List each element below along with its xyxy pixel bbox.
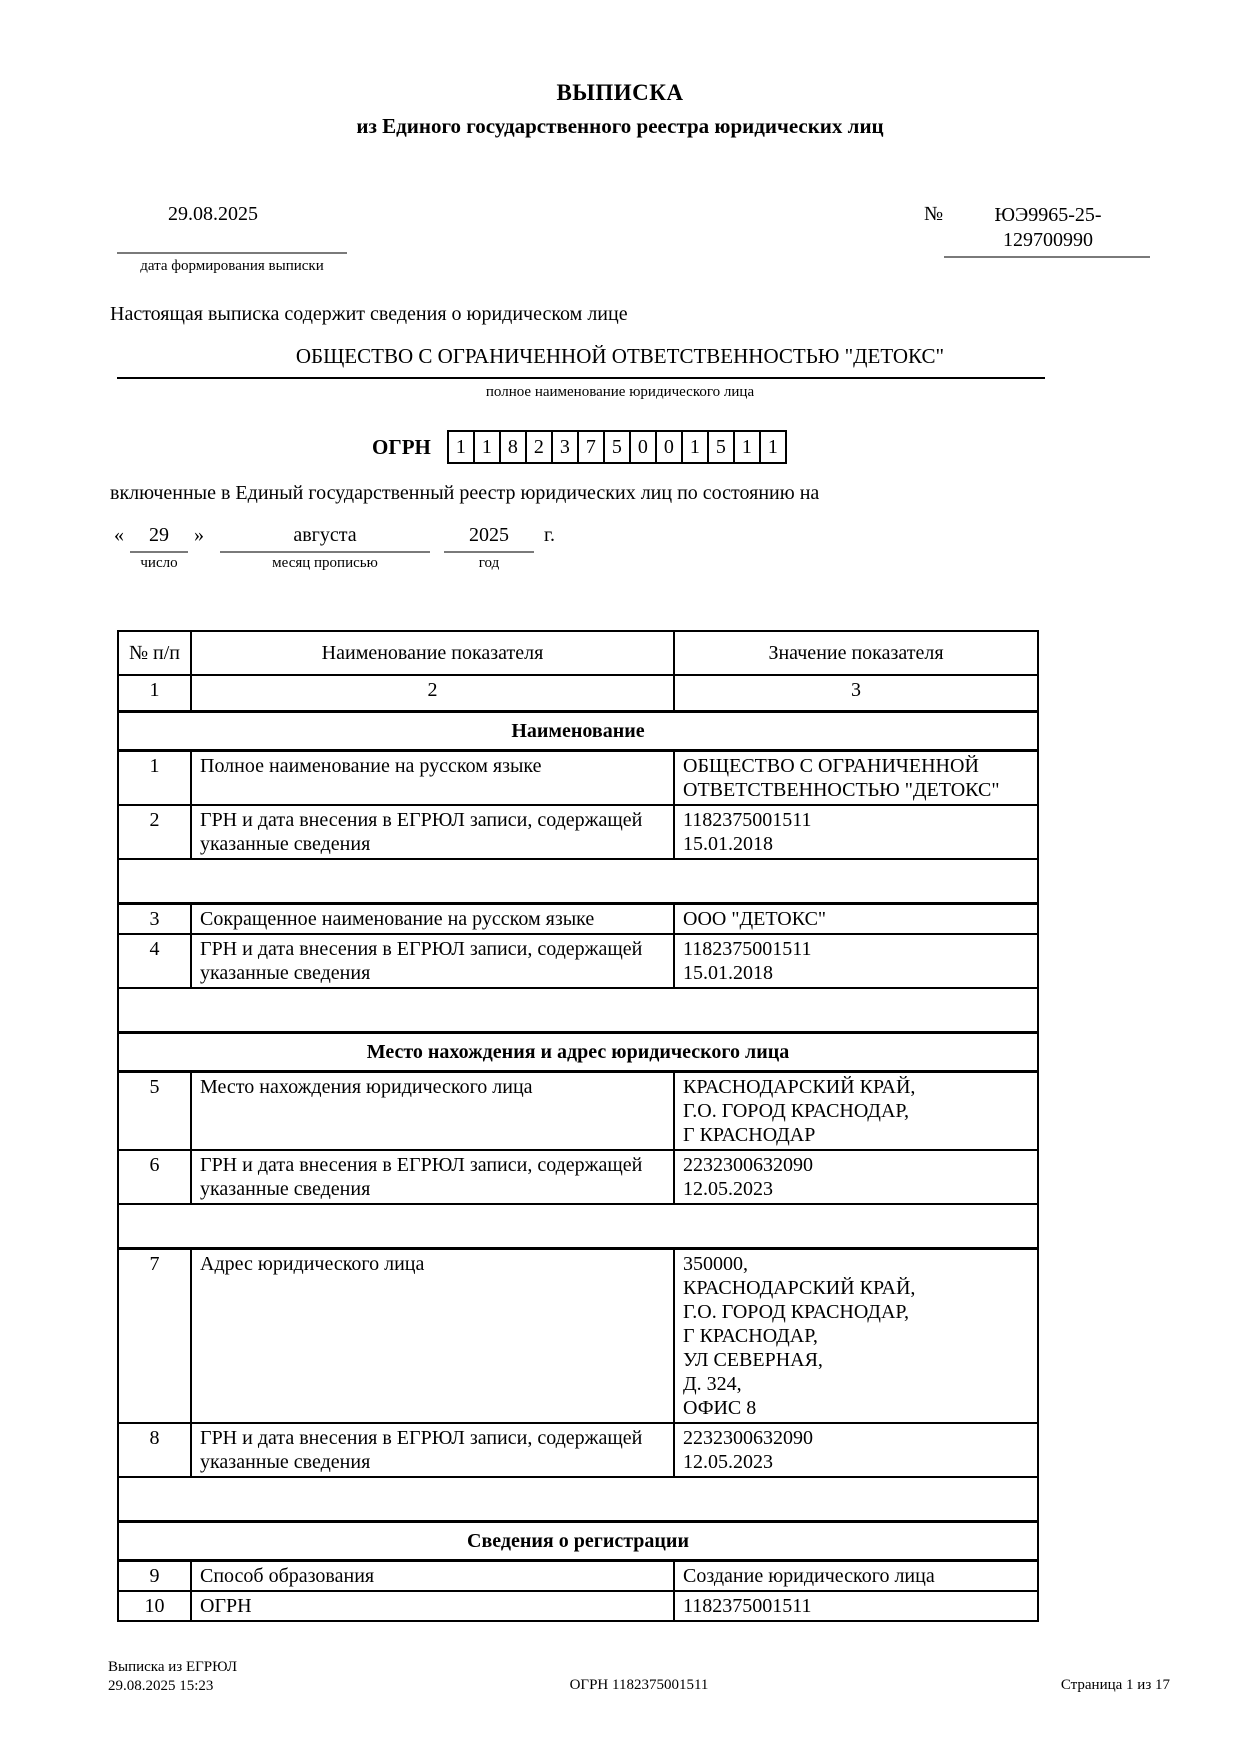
registry-table — [117, 630, 1039, 1622]
indicator-value-line: 1182375001511 — [683, 1595, 812, 1617]
ogrn-digit-box: 3 — [551, 430, 579, 464]
year-suffix: г. — [544, 524, 555, 546]
ogrn-digit-box: 7 — [577, 430, 605, 464]
indicator-value-line: Создание юридического лица — [683, 1565, 935, 1587]
footer-doc-type: Выписка из ЕГРЮЛ — [108, 1659, 237, 1675]
row-number-cell: 2 — [118, 805, 191, 859]
indicator-value-line: ОФИС 8 — [683, 1397, 757, 1419]
company-full-name: ОБЩЕСТВО С ОГРАНИЧЕННОЙ ОТВЕТСТВЕННОСТЬЮ "ДЕТОКС" — [295, 344, 945, 368]
section-header: Наименование — [118, 712, 1038, 751]
section-header: Сведения о регистрации — [118, 1522, 1038, 1561]
indicator-value-line: Г.О. ГОРОД КРАСНОДАР, — [683, 1301, 910, 1323]
ogrn-digit-box: 1 — [681, 430, 709, 464]
day-quote-close: » — [194, 524, 204, 546]
col-number-1: 1 — [118, 675, 191, 712]
ogrn-digit-box: 1 — [733, 430, 761, 464]
included-line: включенные в Единый государственный реестр юридических лиц по состоянию на — [110, 482, 820, 504]
indicator-value-line: 2232300632090 — [683, 1427, 813, 1449]
section-header-row — [118, 712, 1038, 751]
day-label: число — [140, 555, 178, 571]
spacer-cell — [118, 988, 1038, 1033]
ogrn-digit-box: 1 — [473, 430, 501, 464]
indicator-name-cell: ГРН и дата внесения в ЕГРЮЛ записи, содержащей указанные сведения — [191, 934, 674, 988]
spacer-cell — [118, 1477, 1038, 1522]
indicator-value-line: 1182375001511 — [683, 938, 812, 960]
indicator-value-line: КРАСНОДАРСКИЙ КРАЙ, — [683, 1076, 916, 1098]
indicator-value-cell — [674, 1150, 1038, 1204]
ogrn-digit-box: 5 — [707, 430, 735, 464]
indicator-value-cell — [674, 805, 1038, 859]
indicator-value-line: Д. 324, — [683, 1373, 742, 1395]
spacer-cell — [118, 859, 1038, 904]
table-row — [118, 1072, 1038, 1151]
indicator-value-line: 15.01.2018 — [683, 962, 773, 984]
spacer-row — [118, 1204, 1038, 1249]
indicator-value-cell — [674, 1561, 1038, 1592]
col-header-value: Значение показателя — [674, 631, 1038, 675]
section-header-row — [118, 1522, 1038, 1561]
table-row — [118, 934, 1038, 988]
footer-datetime: 29.08.2025 15:23 — [108, 1678, 214, 1694]
day-quote-open: « — [114, 524, 124, 546]
extract-date-label: дата формирования выписки — [140, 258, 324, 274]
col-header-num: № п/п — [118, 631, 191, 675]
document-subtitle: из Единого государственного реестра юридических лиц — [356, 114, 884, 138]
ogrn-digit-box: 8 — [499, 430, 527, 464]
indicator-value-line: ООО "ДЕТОКС" — [683, 908, 827, 930]
registry-table-wrap — [117, 630, 1039, 1622]
indicator-value-line: 12.05.2023 — [683, 1178, 773, 1200]
row-number-cell: 5 — [118, 1072, 191, 1151]
row-number-cell: 4 — [118, 934, 191, 988]
row-number-cell: 3 — [118, 904, 191, 935]
extract-formation-date: 29.08.2025 — [168, 203, 258, 225]
indicator-value-line: 1182375001511 — [683, 809, 812, 831]
spacer-row — [118, 1477, 1038, 1522]
month-value: августа — [220, 524, 430, 553]
day-value: 29 — [130, 524, 188, 553]
attestation-date-line — [108, 524, 555, 572]
table-row — [118, 1423, 1038, 1477]
day-group — [130, 524, 188, 572]
indicator-name-cell: Адрес юридического лица — [191, 1249, 674, 1424]
extract-date-underline — [117, 252, 347, 254]
ogrn-digit-box: 1 — [447, 430, 475, 464]
extract-number-line1: ЮЭ9965-25- — [994, 204, 1102, 226]
table-row — [118, 1150, 1038, 1204]
indicator-value-cell — [674, 904, 1038, 935]
month-group — [220, 524, 430, 572]
indicator-value-line: УЛ СЕВЕРНАЯ, — [683, 1349, 823, 1371]
indicator-name-cell: Сокращенное наименование на русском языке — [191, 904, 674, 935]
indicator-value-line: Г КРАСНОДАР — [683, 1124, 816, 1146]
indicator-name-cell: ГРН и дата внесения в ЕГРЮЛ записи, содержащей указанные сведения — [191, 1423, 674, 1477]
ogrn-row — [372, 430, 787, 464]
indicator-name-cell: ГРН и дата внесения в ЕГРЮЛ записи, содержащей указанные сведения — [191, 1150, 674, 1204]
row-number-cell: 10 — [118, 1591, 191, 1621]
indicator-value-cell — [674, 1249, 1038, 1424]
year-value: 2025 — [444, 524, 534, 553]
page-footer — [108, 1658, 1170, 1708]
col-number-3: 3 — [674, 675, 1038, 712]
extract-number — [978, 203, 1118, 253]
company-name-underline — [117, 377, 1045, 379]
company-name-label: полное наименование юридического лица — [485, 384, 755, 400]
section-header: Место нахождения и адрес юридического лица — [118, 1033, 1038, 1072]
spacer-cell — [118, 1204, 1038, 1249]
footer-page-number: Страница 1 из 17 — [1060, 1677, 1170, 1693]
indicator-value-line: 2232300632090 — [683, 1154, 813, 1176]
row-number-cell: 6 — [118, 1150, 191, 1204]
registry-table-body — [118, 631, 1038, 1621]
number-sign: № — [924, 203, 944, 225]
document-title: ВЫПИСКА — [556, 80, 684, 105]
indicator-value-line: ОБЩЕСТВО С ОГРАНИЧЕННОЙ — [683, 755, 979, 777]
ogrn-digit-box: 2 — [525, 430, 553, 464]
indicator-value-line: Г КРАСНОДАР, — [683, 1325, 818, 1347]
indicator-name-cell: Способ образования — [191, 1561, 674, 1592]
indicator-value-cell — [674, 1423, 1038, 1477]
table-row — [118, 751, 1038, 806]
ogrn-digit-box: 0 — [655, 430, 683, 464]
footer-ogrn: ОГРН 1182375001511 — [569, 1677, 709, 1693]
ogrn-digit-box: 1 — [759, 430, 787, 464]
lead-text: Настоящая выписка содержит сведения о юридическом лице — [110, 303, 628, 325]
indicator-name-cell: Место нахождения юридического лица — [191, 1072, 674, 1151]
indicator-value-line: 12.05.2023 — [683, 1451, 773, 1473]
year-group — [444, 524, 534, 572]
table-row — [118, 805, 1038, 859]
month-label: месяц прописью — [272, 555, 378, 571]
col-header-name: Наименование показателя — [191, 631, 674, 675]
indicator-value-cell — [674, 934, 1038, 988]
indicator-name-cell: Полное наименование на русском языке — [191, 751, 674, 806]
row-number-cell: 7 — [118, 1249, 191, 1424]
table-row — [118, 1249, 1038, 1424]
table-header-row — [118, 631, 1038, 675]
table-row — [118, 904, 1038, 935]
row-number-cell: 9 — [118, 1561, 191, 1592]
table-row — [118, 1561, 1038, 1592]
extract-number-line2: 129700990 — [1003, 229, 1093, 251]
section-header-row — [118, 1033, 1038, 1072]
indicator-value-line: 15.01.2018 — [683, 833, 773, 855]
extract-number-underline — [944, 256, 1150, 258]
indicator-name-cell: ГРН и дата внесения в ЕГРЮЛ записи, содержащей указанные сведения — [191, 805, 674, 859]
row-number-cell: 1 — [118, 751, 191, 806]
column-number-row — [118, 675, 1038, 712]
indicator-value-line: ОТВЕТСТВЕННОСТЬЮ "ДЕТОКС" — [683, 779, 1000, 801]
indicator-value-cell — [674, 1591, 1038, 1621]
indicator-value-cell — [674, 1072, 1038, 1151]
spacer-row — [118, 859, 1038, 904]
col-number-2: 2 — [191, 675, 674, 712]
table-row — [118, 1591, 1038, 1621]
indicator-name-cell: ОГРН — [191, 1591, 674, 1621]
ogrn-label: ОГРН — [372, 434, 431, 459]
indicator-value-line: Г.О. ГОРОД КРАСНОДАР, — [683, 1100, 910, 1122]
ogrn-digit-boxes — [447, 430, 787, 464]
indicator-value-line: 350000, — [683, 1253, 748, 1275]
spacer-row — [118, 988, 1038, 1033]
indicator-value-line: КРАСНОДАРСКИЙ КРАЙ, — [683, 1277, 916, 1299]
ogrn-digit-box: 0 — [629, 430, 657, 464]
year-label: год — [478, 555, 500, 571]
row-number-cell: 8 — [118, 1423, 191, 1477]
indicator-value-cell — [674, 751, 1038, 806]
ogrn-digit-box: 5 — [603, 430, 631, 464]
